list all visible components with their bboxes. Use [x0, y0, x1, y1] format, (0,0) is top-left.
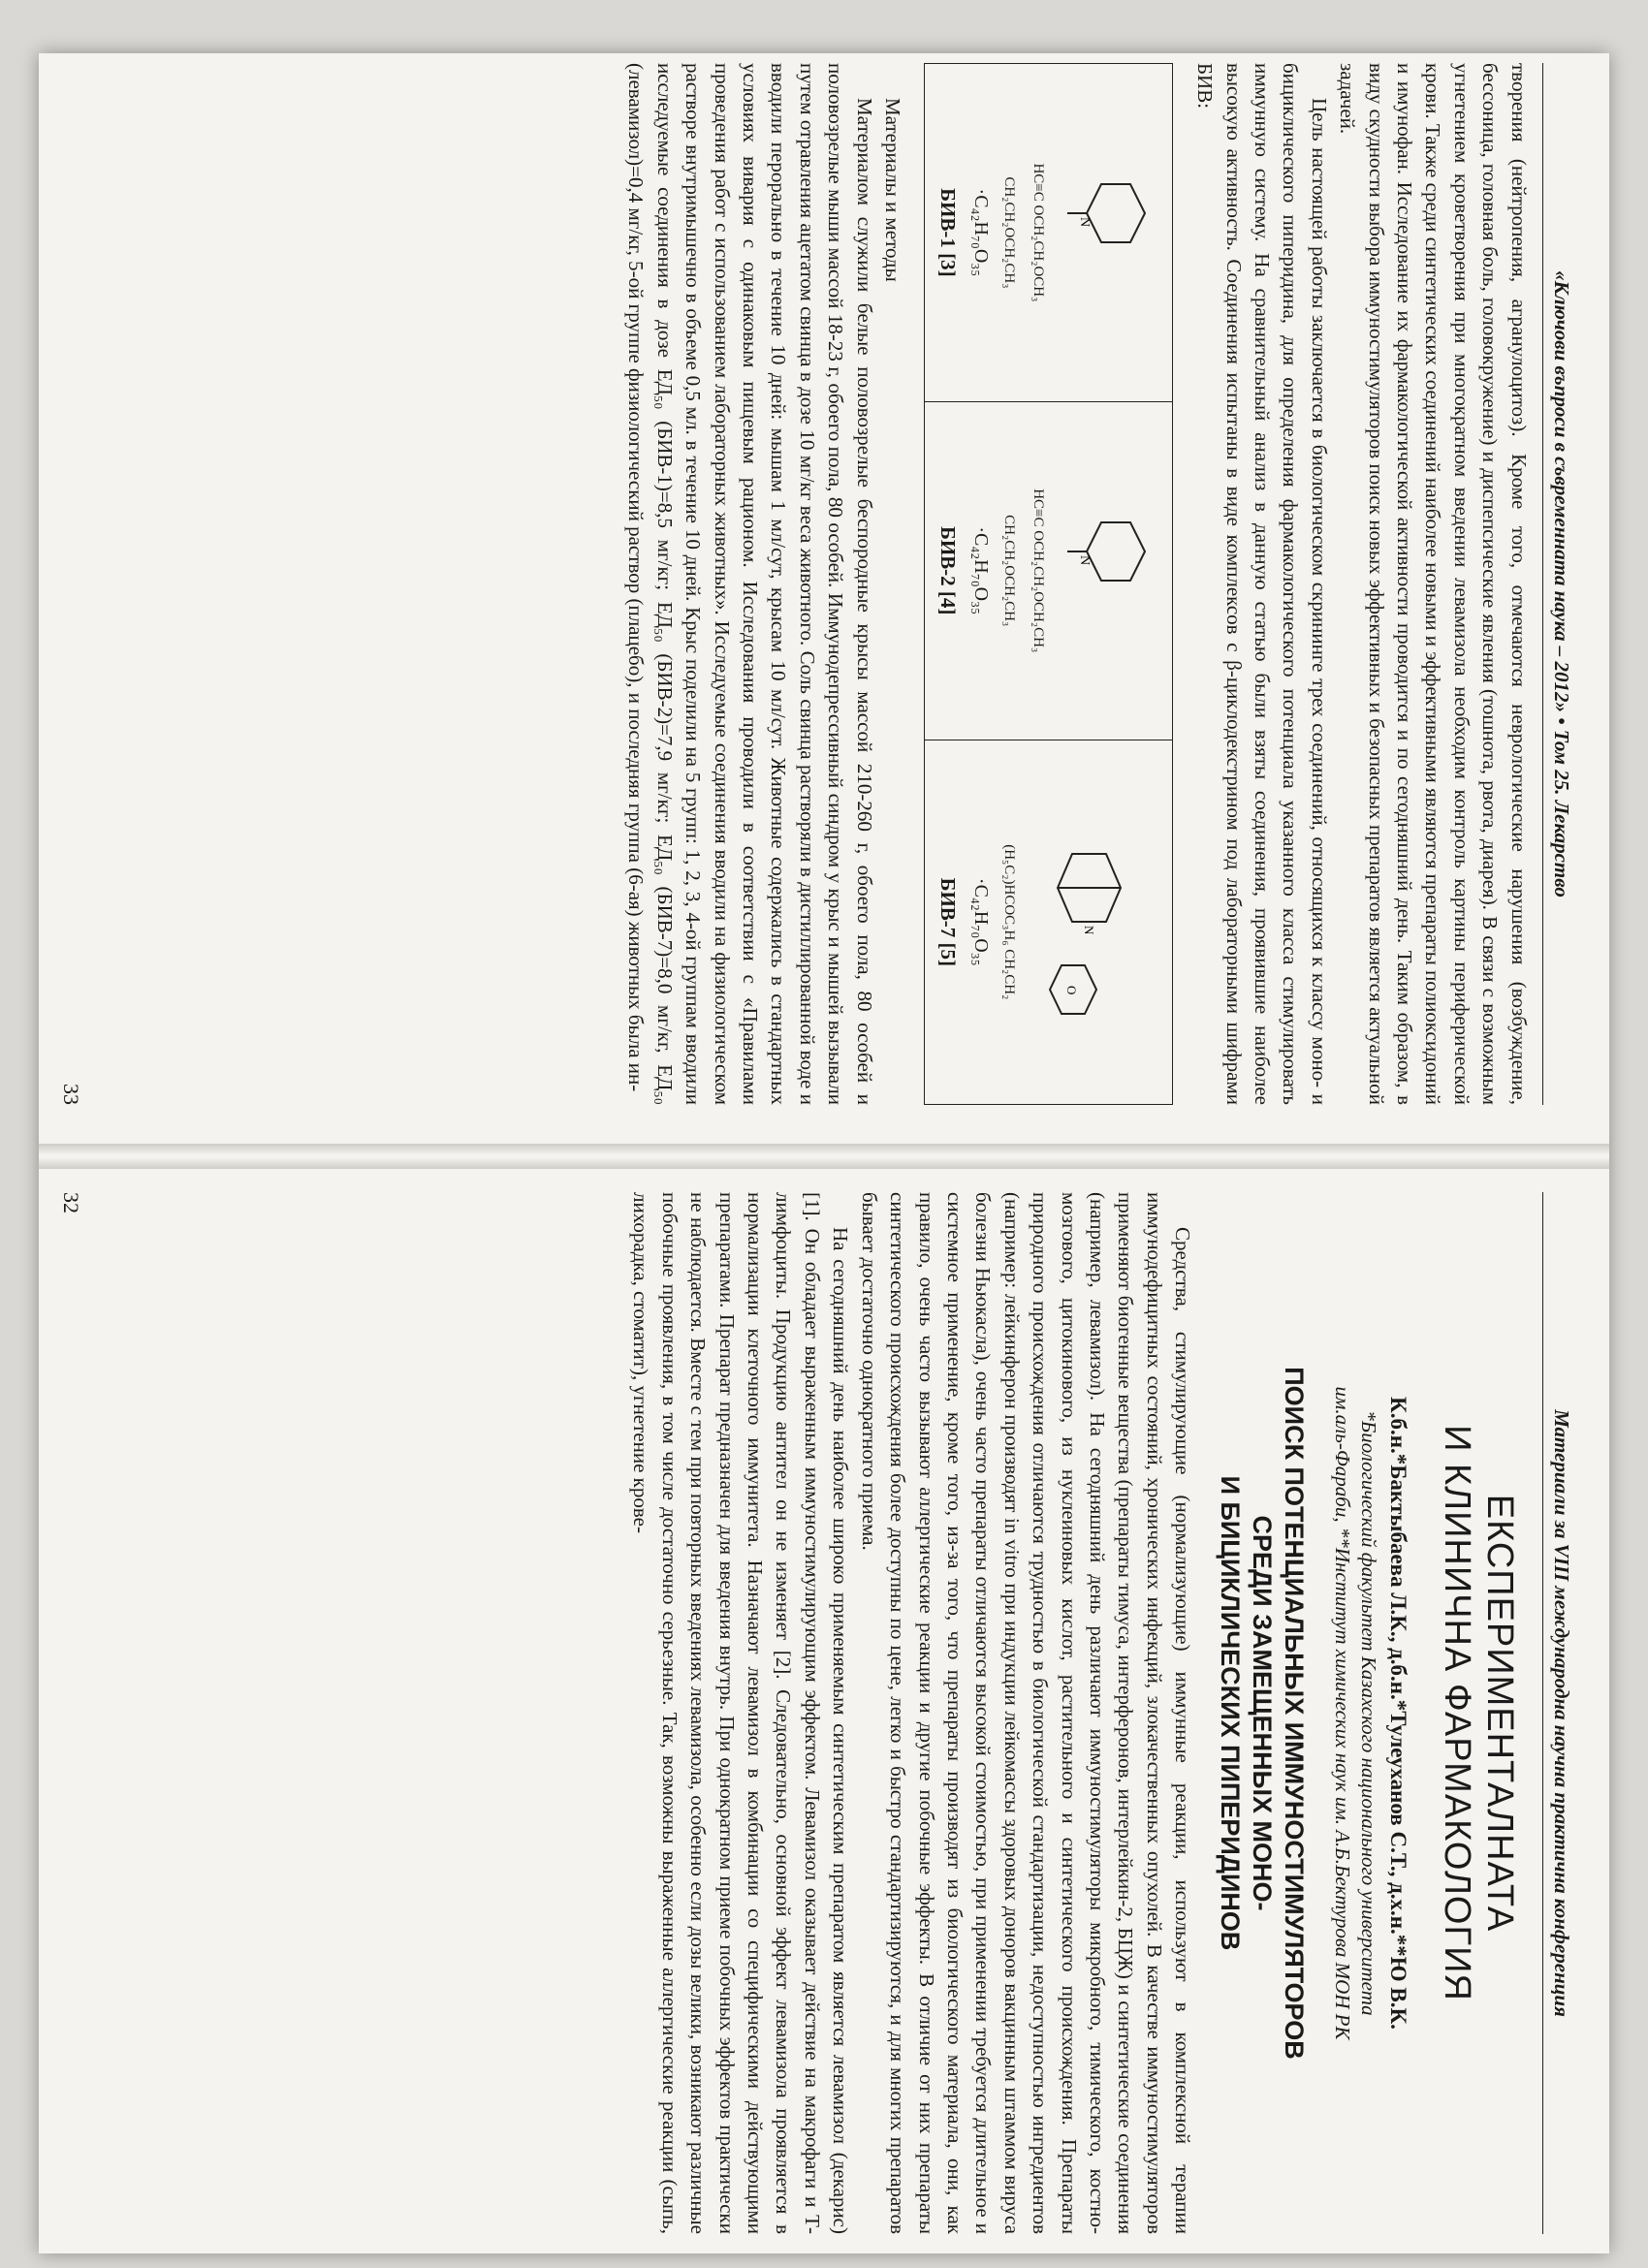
svg-text:N: N — [1076, 216, 1092, 228]
piperidine-structure — [1058, 455, 1164, 687]
svg-text:O: O — [1064, 986, 1080, 995]
body-paragraph: творения (нейтропения, агранулоцитоз). Кроме того, отмечаются неврологические нарушения (возбуждение, бессоница, головная боль, головокружение) и диспепсические явления (тошнота, рвота, диарея). В связи с возможным угнетением кроветворения при многократном введении левамизола необходим контроль картины периферической крови. Также среди синтетических соединений наиболее новыми и эффективными являются препараты полиоксидоний и имунофан. Исследование их фармакологической активности проводится и по сегодняшний день. Таким образом, в виду скудности выбора иммуностимуляторов поиск новых эффективных и безопасных препаратов является актуальной задачей. — [1336, 63, 1531, 1105]
bicyclic-structure — [1029, 796, 1135, 1048]
section-title-line: ЕКСПЕРИМЕНТАЛНАТА — [1478, 1494, 1520, 1933]
compound-cell — [925, 740, 1173, 1104]
article-title-line: И БИЦИКЛИЧЕСКИХ ПИПЕРИДИНОВ — [1216, 1475, 1246, 1951]
substituent-top: HC≡C OCH₂CH₂OCH₂CH₃ — [1030, 488, 1046, 653]
page-number: 32 — [59, 1192, 84, 1213]
formula: ·C₄₂H₇₀O₃₅ — [969, 526, 992, 615]
page-32 — [59, 1192, 1575, 2234]
compound-cell — [925, 64, 1173, 402]
article-title-line: СРЕДИ ЗАМЕЩЕННЫХ МОНО- — [1248, 1515, 1278, 1911]
compound-cell — [925, 401, 1173, 740]
book-gutter — [39, 1144, 1609, 1169]
section-title — [1436, 1192, 1521, 2234]
section-title-line: И КЛИНИЧНА ФАРМАКОЛОГИЯ — [1436, 1425, 1477, 2001]
body-paragraph: Средства, стимулирующие (нормализующие) иммунные реакции, используют в комплексной терапии иммунодефицитных состояний, хронических инфекций, злокачественных опухолей. В качестве иммуностимуляторов применяют биогенные вещества (препараты тимуса, интерферонов, интерлейкин-2, БЦЖ) и синтетические соединения (например, левамизол). На сегодняшний день различают иммуностимуляторы микробного, тимического, костно-мозгового, цитокинового, из нуклеиновых кислот, растительного и синтетического происхождения. Препараты природного происхождения отличаются трудностью в биологической стандартизации, недоступностью ингредиентов (например: лейкинферон производят in vitro при индукции лейкомассы здоровых доноров вакцинным штаммом вируса болезни Ньюкасла), очень часто препараты отличаются высокой стоимостью, при применении требуется длительное и системное применение, кроме того, из-за того, что препараты производят из биологического материала, они, как правило, очень часто вызывают аллергические реакции и другие побочные эффекты. В отличие от них препараты синтетического происхождения более доступны по цене, легко и быстро стандартизируются, и для многих препаратов бывает достаточно однократного приема. — [857, 1192, 1195, 2234]
substituent-bottom: CH₂CH₂OCH₂CH₃ — [1001, 176, 1018, 289]
body-paragraph: На сегодняшний день наиболее широко применяемым синтетическим препаратом является левамизол (декарис) [1]. Он обладает выраженным иммуностимулирующим эффектом. Левамизол оказывает действие на макрофаги и Т-лимфоциты. Продукцию антител он не изменяет [2]. Следовательно, основной эффект левамизола проявляется в нормализации клеточного иммунитета. Назначают левамизол в комбинации со специфическими действующими препаратами. Препарат предназначен для введения внутрь. При однократном приеме побочных эффектов практически не наблюдается. Вместе с тем при повторных введениях левамизола, особенно если дозы велики, возникают различные побочные проявления, в том числе достаточно серьезные. Так, возможны выраженные аллергические реакции (сыпь, лихорадка, стоматит), угнетение крове- — [629, 1192, 853, 2234]
formula: ·C₄₂H₇₀O₃₅ — [969, 877, 992, 966]
body-paragraph: Материалом служили белые половозрелые беспородные крысы массой 210-260 г, обоего пола, 80 особей и половозрелые мыши массой 18-23 г, обоего пола, 80 особей. Иммунодепрессивный синдром у крыс и мышей вызывали путем отравления ацетатом свинца в дозе 10 мг/кг веса животного. Соль свинца растворяли в дистиллированной воде и вводили перорально в течение 10 дней: мышам 1 мл/сут, крысам 10 мл/сут. Животные содержались в стандартных условиях вивария с одинаковым пищевым рационом. Исследования проводили в соответствии с «Правилами проведения работ с использованием лабораторных животных». Исследуемые соединения вводили на физиологическом растворе внутримышечно в объеме 0,5 мл. в течение 10 дней. Крыс поделили на 5 групп: 1, 2, 3, 4-ой группам вводили исследуемые соединения в дозе ЕД₅₀ (БИВ-1)=8,5 мг/кг; ЕД₅₀ (БИВ-2)=7,9 мг/кг; ЕД₅₀ (БИВ-7)=8,0 мг/кг, ЕД₅₀ (левамизол)=0,4 мг/кг, 5-ой группе физиологический раствор (плацебо), и последняя группа (6-ая) животных была ин- — [624, 63, 876, 1105]
page-33 — [59, 63, 1575, 1105]
substituent-top: (H₅C₂)HCOC₃H₆ CH₂CH₂ — [1001, 844, 1018, 1000]
affiliation-line: *Биологический факультет Казахского национального университета — [1357, 1410, 1381, 2016]
affiliation-line: им.аль-Фараби, **Институт химических наук им. А.Б.Бектурова МОН РК — [1331, 1386, 1355, 2040]
article-title-line: ПОИСК ПОТЕНЦИАЛЬНЫХ ИММУНОСТИМУЛЯТОРОВ — [1280, 1367, 1310, 2060]
running-head: Материали за VIII международна научна практична конференция — [1542, 1192, 1575, 2234]
piperidine-structure — [1058, 116, 1164, 349]
svg-text:N: N — [1076, 554, 1092, 565]
compound-code: БИВ-1 [3] — [936, 188, 961, 277]
section-heading: Материалы и методы — [881, 98, 905, 282]
substituent-bottom: CH₂CH₂OCH₂CH₃ — [1001, 515, 1018, 627]
compound-code: БИВ-7 [5] — [936, 877, 961, 967]
book-spread — [39, 53, 1609, 2253]
article-title — [1214, 1192, 1310, 2234]
substituent-top: HC≡C OCH₂CH₂OCH₃ — [1030, 163, 1046, 302]
formula: ·C₄₂H₇₀O₃₅ — [969, 188, 992, 277]
body-paragraph: Цель настоящей работы заключается в биологическом скрининге трех соединений, относящихся к классу моно- и бициклического пиперидина, для определения фармакологического потенциала указанного класса стимулировать иммунную систему. На сравнительный анализ в данную статью были взяты соединения, проявившие наиболее высокую активность. Соединения испытаны в виде комплексов с β-циклодекстрином под лабораторными шифрами БИВ: — [1193, 63, 1331, 1105]
compounds-table — [924, 63, 1173, 1105]
compound-code: БИВ-2 [4] — [936, 525, 961, 615]
running-head: «Ключови въпроси в съвременната наука – 2012» • Том 25. Лекарство — [1542, 63, 1575, 1105]
authors: К.б.н.*Бактыбаева Л.К., д.б.н.*Тулеуханов С.Т., д.х.н.**Ю В.К. — [1385, 1397, 1410, 2030]
svg-text:N: N — [1082, 926, 1097, 935]
page-number: 33 — [59, 1084, 84, 1105]
